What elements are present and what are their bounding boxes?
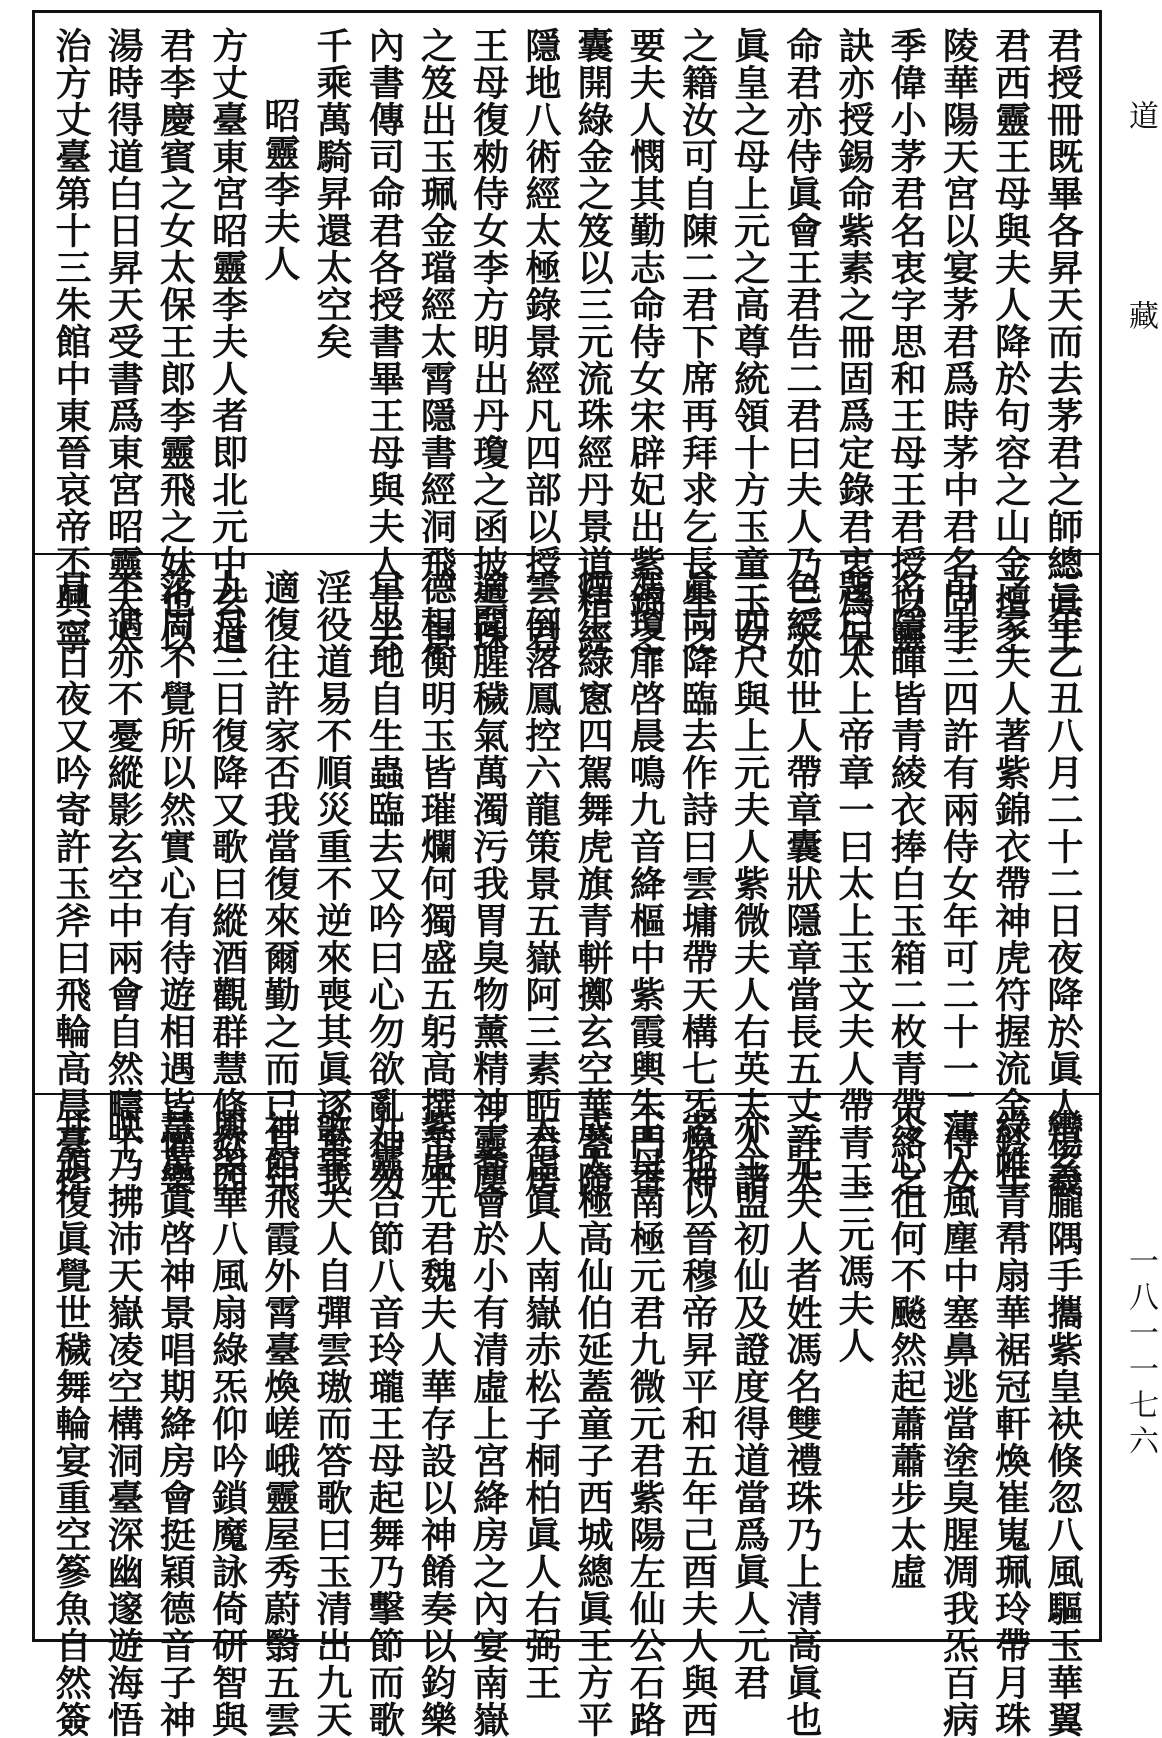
- text-column: 者也以晉穆帝昇平和五年己酉夫人與西: [676, 1109, 719, 1738]
- text-column: 王母復勑侍女李方明出丹瓊之函披雲珠: [467, 27, 510, 656]
- text-column: 三四尺與上元夫人紫微夫人右英夫人諸: [728, 569, 771, 1198]
- text-column: 之笈出玉珮金璫經太霄隱書經洞飛二景: [415, 27, 458, 656]
- text-column: 歌畢夫人自彈雲璈而答歌曰玉清出九天: [311, 1109, 354, 1738]
- text-column: 德相衡明玉皆璀爛何獨盛五躬高撰苦不: [415, 569, 458, 1198]
- text-column: 慧萬眞啓神景唱期絳房會挺穎德音子神: [154, 1109, 197, 1738]
- text-column: 薄入風塵中塞鼻逃當塗臭腥凋我炁百病: [937, 1109, 980, 1738]
- text-column: 子喬會於小有清虛上宮絳房之內宴南嶽: [467, 1109, 510, 1738]
- text-column: 適聞腥穢氣萬濁污我胃臭物薰精神靈塵: [467, 569, 510, 1198]
- text-column: 隱地八術經太極錄景經凡四部以授二君: [519, 27, 562, 656]
- text-panel-middle: [35, 555, 1099, 1198]
- margin-title-char: 藏: [1123, 300, 1158, 330]
- text-column: 命君亦侍眞會王君告二君曰夫人乃三天: [780, 27, 823, 656]
- text-column: 三年乙丑八月二十二日夜降於眞人楊羲: [1041, 569, 1084, 1198]
- column-group: [50, 569, 1084, 1198]
- text-column: 三元夫人者姓馮名雙禮珠乃上清高眞也: [780, 1109, 823, 1738]
- text-column: 囊開綠金之笈以三元流珠經丹景道精經: [572, 27, 615, 656]
- section-heading: 昭靈李夫人: [258, 97, 301, 282]
- page-number: 一八一一七六: [1123, 1245, 1158, 1461]
- column-group: [50, 27, 1084, 656]
- text-panel-bottom: [35, 1095, 1099, 1738]
- text-column: 馮瓊扉啓晨鳴九音絳樞中紫霞輿朱門香: [624, 569, 667, 1198]
- text-column: 方丈臺東宮昭靈李夫人者即北元中玄道: [206, 27, 249, 656]
- text-column: 井頒復眞覺世穢舞輪宴重空篸魚自然簽: [50, 1109, 92, 1738]
- text-column: 不遇亦不憂縱影玄空中兩會自然疇十二: [102, 569, 145, 1198]
- text-column: 月一日夜又吟寄許玉斧曰飛輪高晨臺控: [50, 569, 92, 1198]
- section-heading: 三元馮夫人: [833, 1179, 876, 1364]
- text-column: 雲倒落鳳控六龍策景五嶽阿三素眄君房: [519, 569, 562, 1198]
- text-column: 煙生綠窻四駕舞虎旗青軿擲玄空華蓋隨: [572, 569, 615, 1198]
- text-column: 綠帷青帬扇華裾冠軒煥崔嵬珮玲帶月珠: [989, 1109, 1032, 1738]
- text-column: 陵華陽天宮以宴茅君爲時茅中君名固字: [937, 27, 980, 656]
- text-column: 太虛眞人南嶽赤松子桐柏眞人右弼王: [519, 1109, 562, 1701]
- text-panel-top: [35, 13, 1099, 656]
- column-group: [50, 1109, 1084, 1738]
- text-column: 千乘萬騎昇還太空矣: [311, 27, 354, 360]
- text-column: 映乃拂沛天嶽凌空構洞臺深幽邃遊海悟: [102, 1109, 145, 1738]
- text-column: 紫虛元君魏夫人華存設以神餚奏以鈞樂: [415, 1109, 458, 1738]
- text-column: 王母南極元君九微元君紫陽左仙公石路: [624, 1109, 667, 1738]
- text-column: 君李慶賓之女太保王郎李靈飛之妹也以: [154, 27, 197, 656]
- text-column: 眞同降臨去作詩曰雲墉帶天構七炁煥神: [676, 569, 719, 1198]
- text-column: 治方丈臺第十三朱館中東晉哀帝丕興寧: [50, 27, 92, 656]
- text-column: 眞皇之母上元之高尊統領十方玉童玉女: [728, 27, 771, 656]
- text-column: 可十三四許有兩侍女年可二十一二侍女: [937, 569, 980, 1198]
- text-column: 九靈合節八音玲瓏王母起舞乃擊節而歌: [363, 1109, 406, 1738]
- text-column: 內書傳司命君各授書畢王母與夫人告去: [363, 27, 406, 656]
- text-column: 訣亦授錫命紫素之冊固爲定錄君衷爲保: [833, 27, 876, 656]
- text-column: 湯時得道白日昇天受書爲東宮昭靈夫人: [102, 27, 145, 656]
- text-column: 君授冊既畢各昇天而去茅君之師總眞王: [1041, 27, 1084, 656]
- text-column: 落周不覺所以然實心有待遊相遇皆懽樂: [154, 569, 197, 1198]
- text-column: 令心徂何不飈然起蕭蕭步太虛: [885, 1109, 928, 1590]
- text-column: 神館飛霞外霄臺煥嵯峨靈屋秀蔚翳五雲: [258, 1109, 301, 1738]
- text-column: 適復往許家否我當復來爾勤之而已其年: [258, 569, 301, 1198]
- page-frame: [32, 10, 1102, 1738]
- text-column: 之籍汝可自陳二君下席再拜求乞長生之: [676, 27, 719, 656]
- text-column: 亦主盟初仙及證度得道當爲眞人元君: [728, 1109, 771, 1701]
- margin-title-char: 道: [1123, 100, 1158, 130]
- text-column: 君西靈王母與夫人降於句容之山金壇之: [989, 27, 1032, 656]
- text-column: 之家夫人著紫錦衣帶神虎符握流金鈴年: [989, 569, 1032, 1198]
- text-column: 淫役道易不順災重不逆來喪其眞逐棄我: [311, 569, 354, 1198]
- text-column: 色綬如世人帶章囊狀隱章當長五丈許大: [780, 569, 823, 1198]
- text-column: 九月三日復降又歌曰縱酒觀群慧倏欻四: [206, 569, 249, 1198]
- text-column: 要夫人憫其勤志命侍女宋辟妃出紫錦之: [624, 27, 667, 656]
- text-column: 題曰太上帝章一曰太上玉文夫人帶青玉: [833, 569, 876, 1198]
- text-column: 轡玄朧隅手攜紫皇袂倏忽八風驅玉華翼: [1041, 1109, 1084, 1738]
- text-column: 早坐地自生蟲臨去又吟曰心勿欲亂神勿: [363, 569, 406, 1198]
- text-column: 成太極高仙伯延蓋童子西城總眞王方平: [572, 1109, 615, 1738]
- text-column: 季偉小茅君名衷字思和王母王君授以靈: [885, 27, 928, 656]
- page-margin: [1104, 0, 1162, 1655]
- text-column: 名隱暉皆青綾衣捧白玉箱二枚青帶絡之: [885, 569, 928, 1198]
- text-column: 輿翠華八風扇綠炁仰吟鎖魔詠倚研智與: [206, 1109, 249, 1738]
